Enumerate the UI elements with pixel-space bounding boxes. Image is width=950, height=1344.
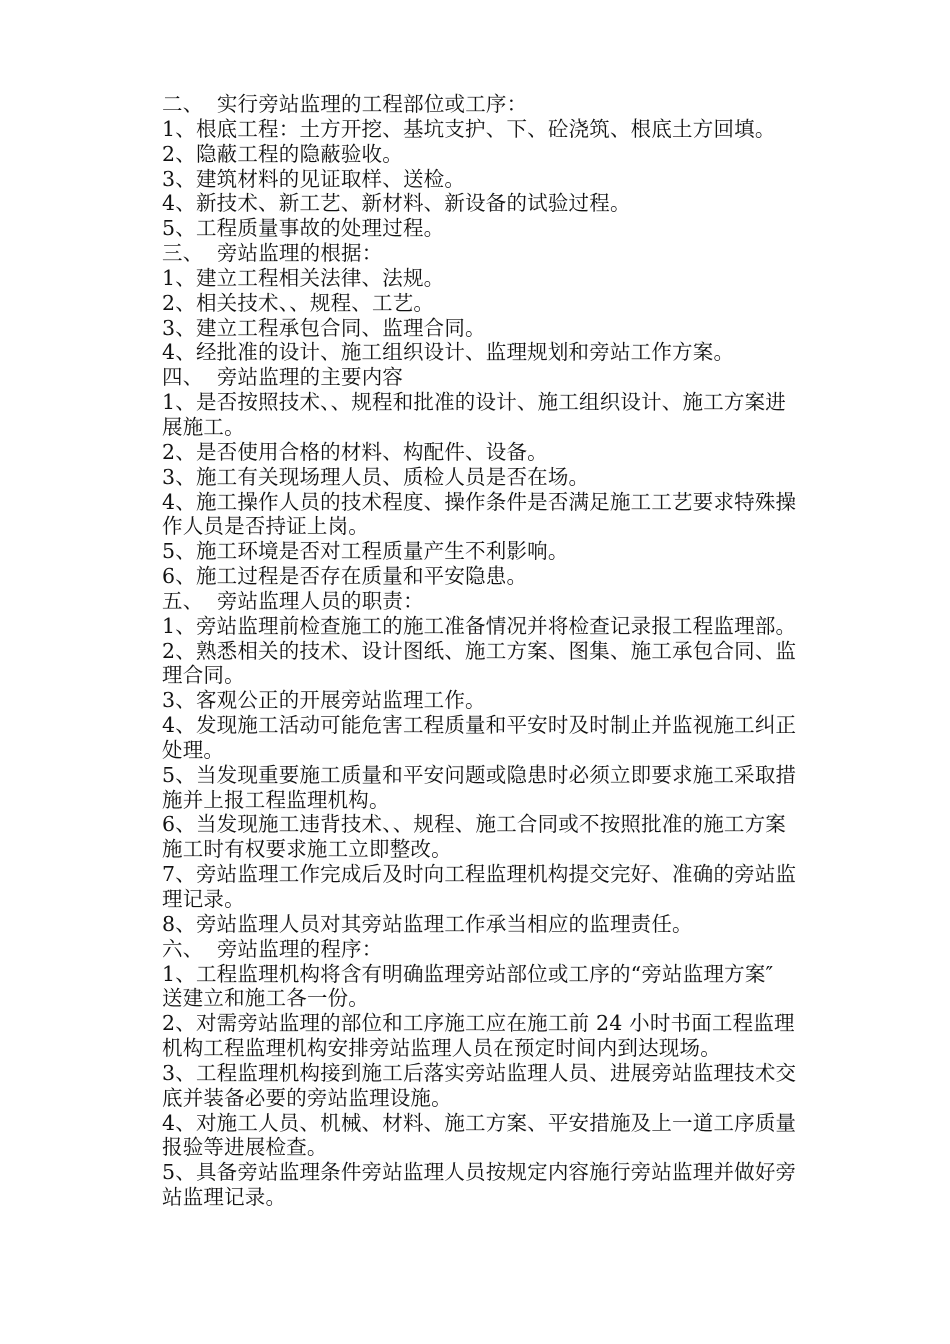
text-line: 送建立和施工各一份。 [162,986,369,1011]
text-line: 3、工程监理机构接到施工后落实旁站监理人员、进展旁站监理技术交 [162,1060,797,1085]
text-line: 5、具备旁站监理条件旁站监理人员按规定内容施行旁站监理并做好旁 [162,1160,797,1185]
text-line: 施并上报工程监理机构。 [162,787,390,812]
document-body [162,92,852,1210]
text-line: 3、施工有关现场理人员、质检人员是否在场。 [162,464,590,489]
text-line: 施工时有权要求施工立即整改。 [162,837,452,862]
text-line: 5、当发现重要施工质量和平安问题或隐患时必须立即要求施工采取措 [162,762,797,787]
text-line: 2、对需旁站监理的部位和工序施工应在施工前 24 小时书面工程监理 [162,1011,795,1036]
text-line: 4、经批准的设计、施工组织设计、监理规划和旁站工作方案。 [162,340,735,365]
text-line: 1、旁站监理前检查施工的施工准备情况并将检查记录报工程监理部。 [162,613,797,638]
text-line: 4、施工操作人员的技术程度、操作条件是否满足施工工艺要求特殊操 [162,489,797,514]
text-line: 1、是否按照技术、、规程和批准的设计、施工组织设计、施工方案进 [162,390,786,415]
text-line: 2、熟悉相关的技术、设计图纸、施工方案、图集、施工承包合同、监 [162,638,797,663]
text-line: 1、根底工程：土方开挖、基坑支护、下、砼浇筑、根底土方回填。 [162,116,776,141]
text-line: 3、建筑材料的见证取样、送检。 [162,166,466,191]
text-line: 2、隐蔽工程的隐蔽验收。 [162,141,403,166]
section-heading: 三、 旁站监理的根据： [162,241,383,266]
text-line: 8、旁站监理人员对其旁站监理工作承当相应的监理责任。 [162,911,693,936]
text-line: 1、建立工程相关法律、法规。 [162,265,445,290]
text-line: 7、旁站监理工作完成后及时向工程监理机构提交完好、准确的旁站监 [162,862,797,887]
text-line: 2、是否使用合格的材料、构配件、设备。 [162,439,548,464]
section-heading: 六、 旁站监理的程序： [162,936,383,961]
text-line: 3、客观公正的开展旁站监理工作。 [162,688,486,713]
text-line: 4、发现施工活动可能危害工程质量和平安时及时制止并监视施工纠正 [162,713,797,738]
text-line: 2、相关技术、、规程、工艺。 [162,290,435,315]
text-line: 理合同。 [162,663,245,688]
text-line: 3、建立工程承包合同、监理合同。 [162,315,486,340]
text-line: 6、施工过程是否存在质量和平安隐患。 [162,564,528,589]
section-heading: 二、 实行旁站监理的工程部位或工序： [162,92,528,116]
section-heading: 四、 旁站监理的主要内容 [162,365,404,390]
text-line: 5、施工环境是否对工程质量产生不利影响。 [162,539,569,564]
text-line: 站监理记录。 [162,1185,287,1210]
text-line: 底并装备必要的旁站监理设施。 [162,1085,452,1110]
text-line: 4、新技术、新工艺、新材料、新设备的试验过程。 [162,191,631,216]
section-heading: 五、 旁站监理人员的职责： [162,588,424,613]
text-line: 报验等进展检查。 [162,1135,328,1160]
text-line: 机构工程监理机构安排旁站监理人员在预定时间内到达现场。 [162,1036,721,1061]
text-line: 作人员是否持证上岗。 [162,514,369,539]
text-line: 5、工程质量事故的处理过程。 [162,216,445,241]
text-line: 处理。 [162,737,225,762]
text-line: 理记录。 [162,887,245,911]
text-line: 6、当发现施工违背技术、、规程、施工合同或不按照批准的施工方案 [162,812,786,837]
text-line: 展施工。 [162,414,245,439]
text-line: 4、对施工人员、机械、材料、施工方案、平安措施及上一道工序质量 [162,1110,797,1135]
text-line: 1、工程监理机构将含有明确监理旁站部位或工序的“旁站监理方案″ [162,961,774,986]
